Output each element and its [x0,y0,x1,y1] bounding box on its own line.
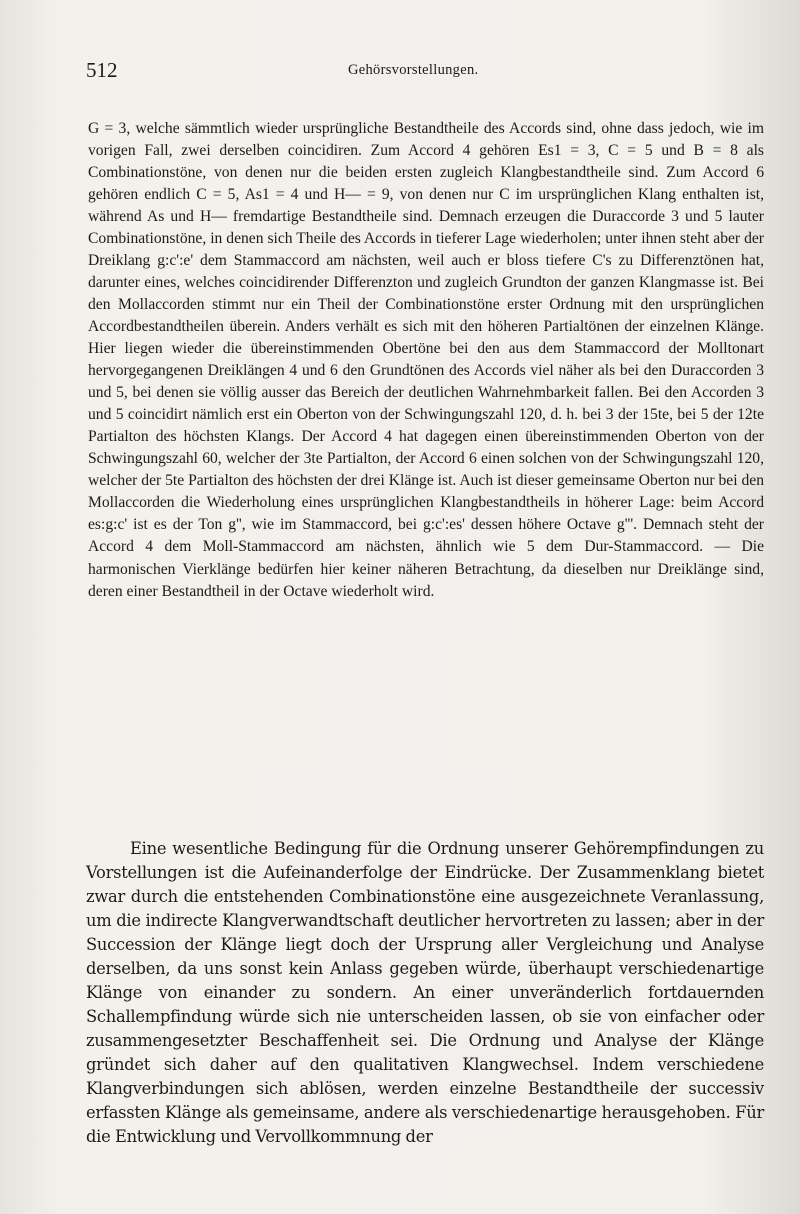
paragraph-combination-tones: G = 3, welche sämmtlich wieder ursprüngliche Bestandtheile des Accords sind, ohne dass jedoch, wie im vorigen Fall, zwei derselben coincidiren. Zum Accord 4 gehören Es1 = 3, C = 5 und B = 8 als Combinationstöne, von denen nur die beiden ersten zugleich Klangbestandtheile sind. Zum Accord 6 gehören endlich C = 5, As1 = 4 und H— = 9, von denen nur C im ursprünglichen Klang enthalten ist, während As und H— fremdartige Bestandtheile sind. Demnach erzeugen die Duraccorde 3 und 5 lauter Combinationstöne, in denen sich Theile des Accords in tieferer Lage wiederholen; unter ihnen steht aber der Dreiklang g:c':e' dem Stammaccord am nächsten, weil auch er bloss tiefere C's zu Differenztönen hat, darunter eines, welches coincidirender Differenzton und zugleich Grundton der ganzen Klangmasse ist. Bei den Mollaccorden stimmt nur ein Theil der Combinationstöne erster Ordnung mit den ursprünglichen Accordbestandtheilen überein. Anders verhält es sich mit den höheren Partialtönen der einzelnen Klänge. Hier liegen wieder die übereinstimmenden Obertöne bei den aus dem Stammaccord der Molltonart hervorgegangenen Dreiklängen 4 und 6 den Grundtönen des Accords viel näher als bei den Duraccorden 3 und 5, bei denen sie völlig ausser das Bereich der deutlichen Wahrnehmbarkeit fallen. Bei den Accorden 3 und 5 coincidirt nämlich erst ein Oberton von der Schwingungszahl 120, d. h. bei 3 der 15te, bei 5 der 12te Partialton des höchsten Klangs. Der Accord 4 hat dagegen einen übereinstimmenden Oberton von der Schwingungszahl 60, welcher der 3te Partialton, der Accord 6 einen solchen von der Schwingungszahl 120, welcher der 5te Partialton des höchsten der drei Klänge ist. Auch ist dieser gemeinsame Oberton nur bei den Mollaccorden die Wiederholung eines ursprünglichen Klangbestandtheils in höherer Lage: beim Accord es:g:c' ist es der Ton g'', wie im Stammaccord, bei g:c':es' dessen höhere Octave g'''. Demnach steht der Accord 4 dem Moll-Stammaccord am nächsten, ähnlich wie 5 dem Dur-Stammaccord. — Die harmonischen Vierklänge bedürfen hier keiner näheren Betrachtung, da dieselben nur Dreiklänge sind, deren einer Bestandtheil in der Octave wiederholt wird. [88,119,764,600]
page-header [86,58,760,88]
paragraph-succession: Eine wesentliche Bedingung für die Ordnung unserer Gehörempfindungen zu Vorstellungen ist die Aufeinanderfolge der Eindrücke. Der Zusammenklang bietet zwar durch die entstehenden Combinationstöne eine ausgezeichnete Veranlassung, um die indirecte Klangverwandtschaft deutlicher hervortreten zu lassen; aber in der Succession der Klänge liegt doch der Ursprung aller Vergleichung und Analyse derselben, da uns sonst kein Anlass gegeben würde, überhaupt verschiedenartige Klänge von einander zu sondern. An einer unveränderlich fortdauernden Schallempfindung würde sich nie unterscheiden lassen, ob sie von einfacher oder zusammengesetzter Beschaffenheit sei. Die Ordnung und Analyse der Klänge gründet sich daher auf den qualitativen Klangwechsel. Indem verschiedene Klangverbindungen sich ablösen, werden einzelne Bestandtheile der successiv erfassten Klänge als gemeinsame, andere als verschiedenartige herausgehoben. Für die Entwicklung und Vervollkommnung der [86,839,764,1146]
running-head: Gehörsvorstellungen. [348,62,479,78]
page-number: 512 [86,58,118,82]
